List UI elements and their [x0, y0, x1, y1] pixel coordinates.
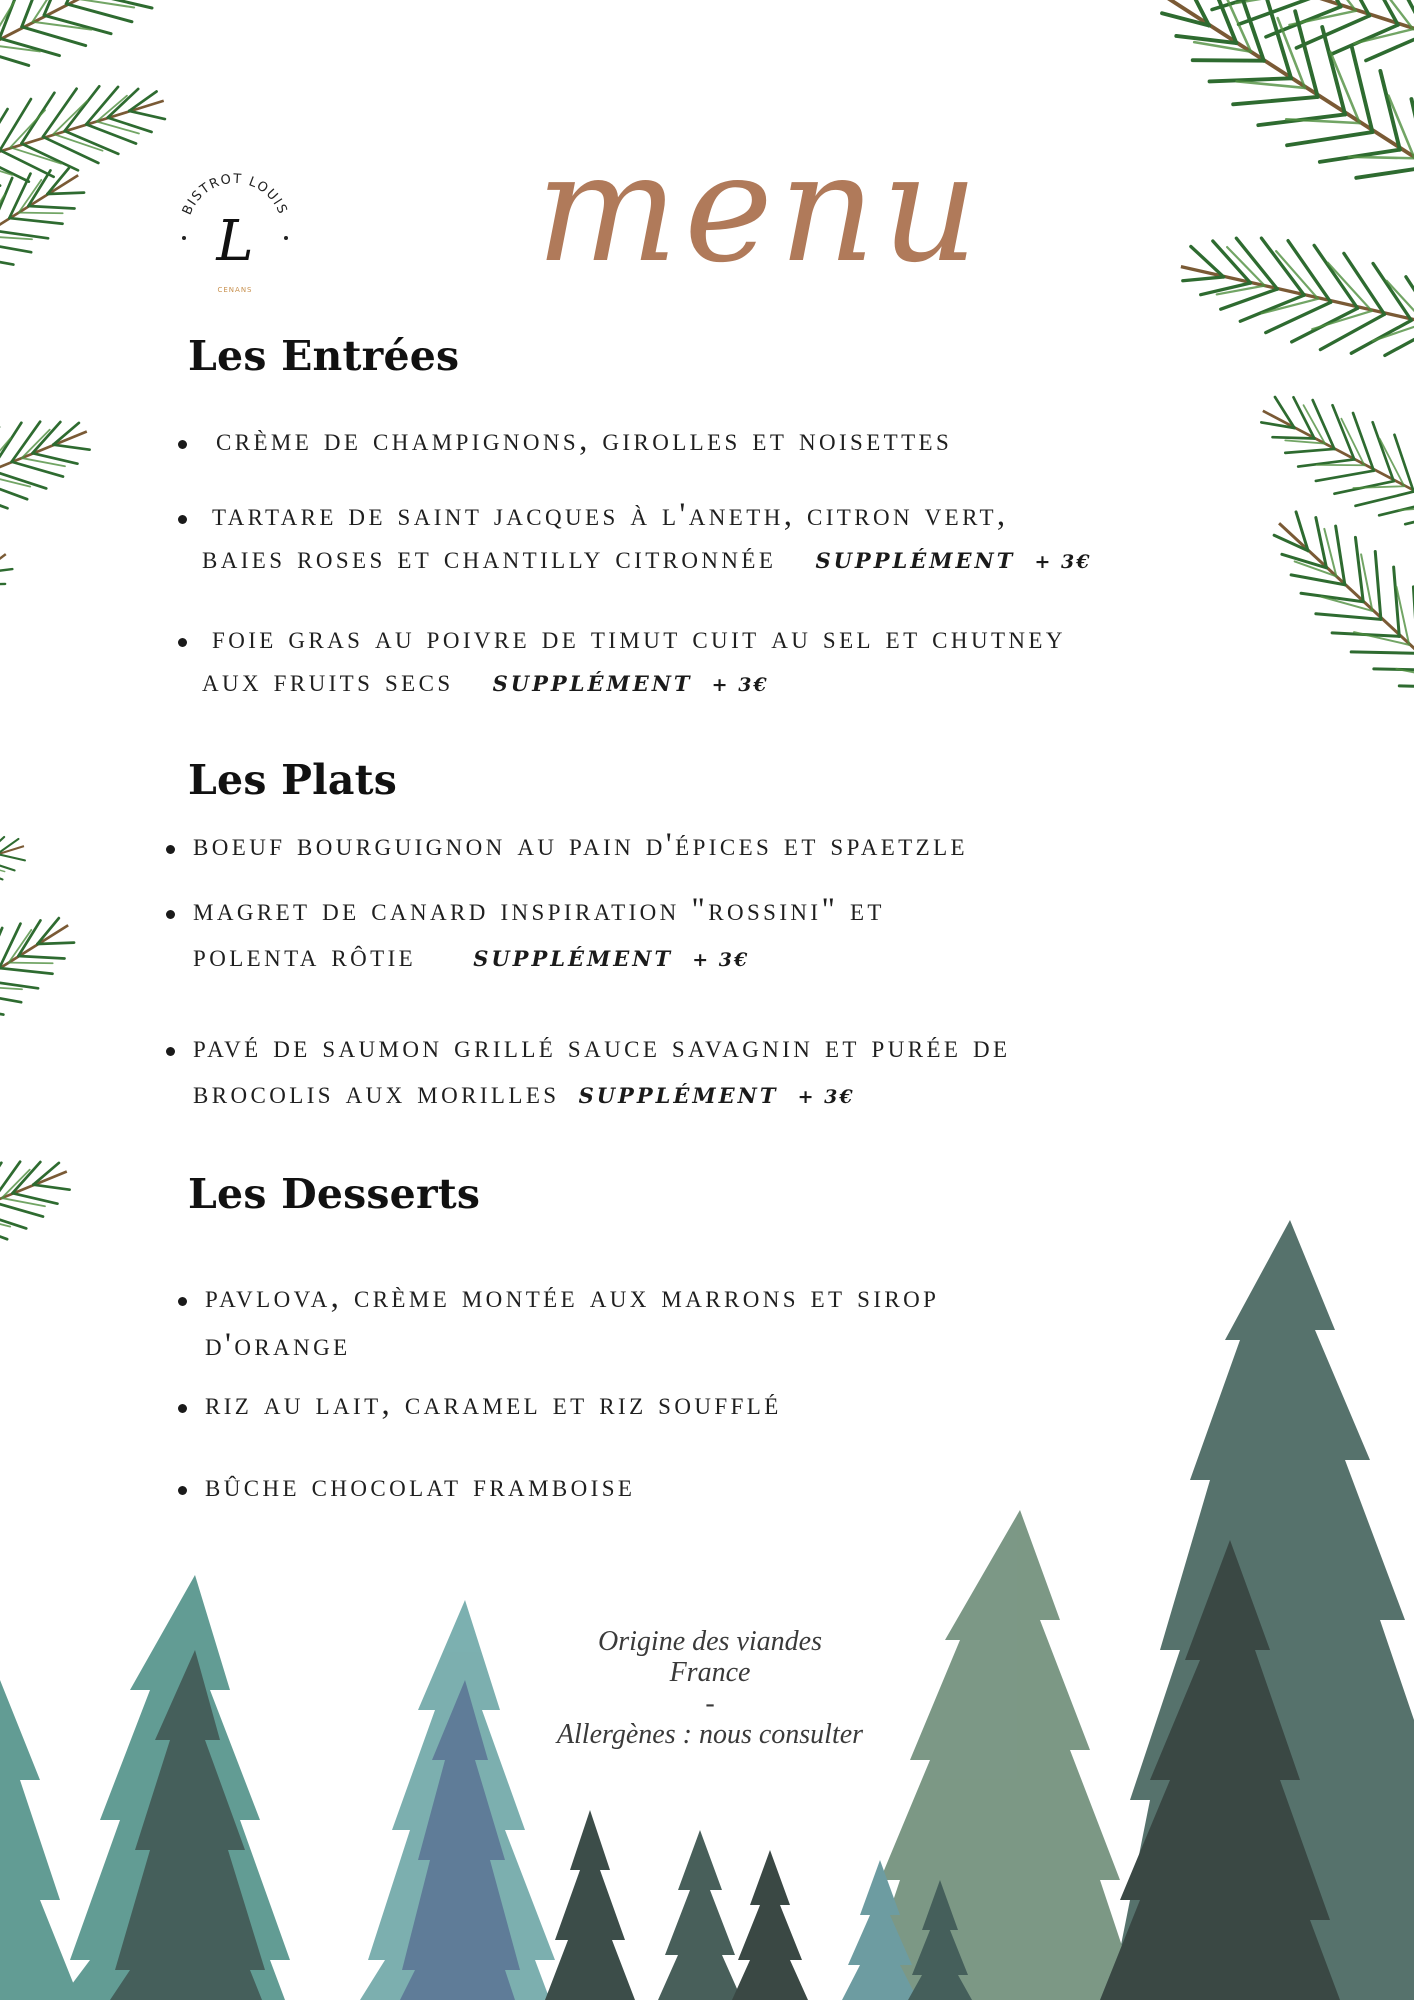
dessert-item-2	[178, 1382, 782, 1426]
dessert-item-1-line1: pavlova, crème montée aux marrons et sirop	[205, 1279, 940, 1315]
plat-item-3-line2: brocolis aux morilles	[193, 1075, 560, 1111]
plat-item-1-text: boeuf bourguignon au pain d'épices et spaetzle	[193, 827, 968, 863]
entree-item-2	[178, 493, 1092, 576]
footer-country: France	[669, 1657, 751, 1688]
dessert-item-1	[178, 1275, 939, 1367]
dessert-item-3	[178, 1464, 635, 1508]
plat-item-3-line1: pavé de saumon grillé sauce savagnin et purée de	[193, 1029, 1011, 1065]
bullet	[178, 1297, 187, 1306]
section-title-desserts: Les Desserts	[188, 1170, 481, 1218]
plat-item-2-line2: polenta rôtie	[193, 938, 417, 974]
footer-allergens: Allergènes : nous consulter	[556, 1719, 864, 1750]
entree-item-3	[178, 616, 1066, 699]
logo-bottom-text: CENANS	[217, 286, 253, 294]
entree-item-1	[178, 418, 952, 462]
section-title-plats: Les Plats	[188, 756, 398, 804]
section-title-entrees: Les Entrées	[188, 332, 460, 380]
bullet	[178, 1486, 187, 1495]
supplement-label: SUPPLÉMENT	[578, 1083, 779, 1108]
footer-origin: Origine des viandes	[598, 1626, 822, 1657]
bullet	[178, 1404, 187, 1413]
entree-item-2-line1: tartare de saint jacques à l'aneth, citron vert,	[212, 497, 1009, 533]
entree-item-3-line1: foie gras au poivre de timut cuit au sel et chutney	[212, 620, 1066, 656]
plat-item-2	[166, 888, 885, 974]
footer-note	[510, 1626, 910, 1750]
bullet	[178, 515, 187, 524]
dessert-item-1-line2: d'orange	[205, 1327, 351, 1363]
menu-title	[470, 140, 1050, 300]
entree-item-1-text: crème de champignons, girolles et noisettes	[216, 422, 953, 458]
bullet	[166, 1047, 175, 1056]
footer-separator: -	[705, 1688, 715, 1719]
supplement-price: + 3€	[711, 674, 769, 696]
supplement-label: SUPPLÉMENT	[492, 671, 693, 696]
bullet	[178, 440, 187, 449]
plat-item-1	[166, 823, 968, 867]
supplement-price: + 3€	[1034, 551, 1092, 573]
supplement-label: SUPPLÉMENT	[473, 946, 674, 971]
plat-item-2-line1: magret de canard inspiration "rossini" et	[193, 892, 885, 928]
bullet	[166, 910, 175, 919]
dessert-item-2-text: riz au lait, caramel et riz soufflé	[205, 1386, 782, 1422]
menu-title-text: menu	[535, 140, 985, 296]
plat-item-3	[166, 1025, 1011, 1111]
logo-letter: L	[216, 209, 254, 274]
supplement-price: + 3€	[692, 949, 750, 971]
dessert-item-3-text: bûche chocolat framboise	[205, 1468, 636, 1504]
logo-top-text: BISTROT LOUIS	[179, 171, 291, 218]
bullet	[166, 845, 175, 854]
bullet	[178, 638, 187, 647]
bistrot-logo	[170, 168, 300, 298]
supplement-price: + 3€	[797, 1086, 855, 1108]
supplement-label: SUPPLÉMENT	[815, 548, 1016, 573]
entree-item-3-line2: aux fruits secs	[202, 663, 454, 699]
entree-item-2-line2: baies roses et chantilly citronnée	[202, 540, 777, 576]
